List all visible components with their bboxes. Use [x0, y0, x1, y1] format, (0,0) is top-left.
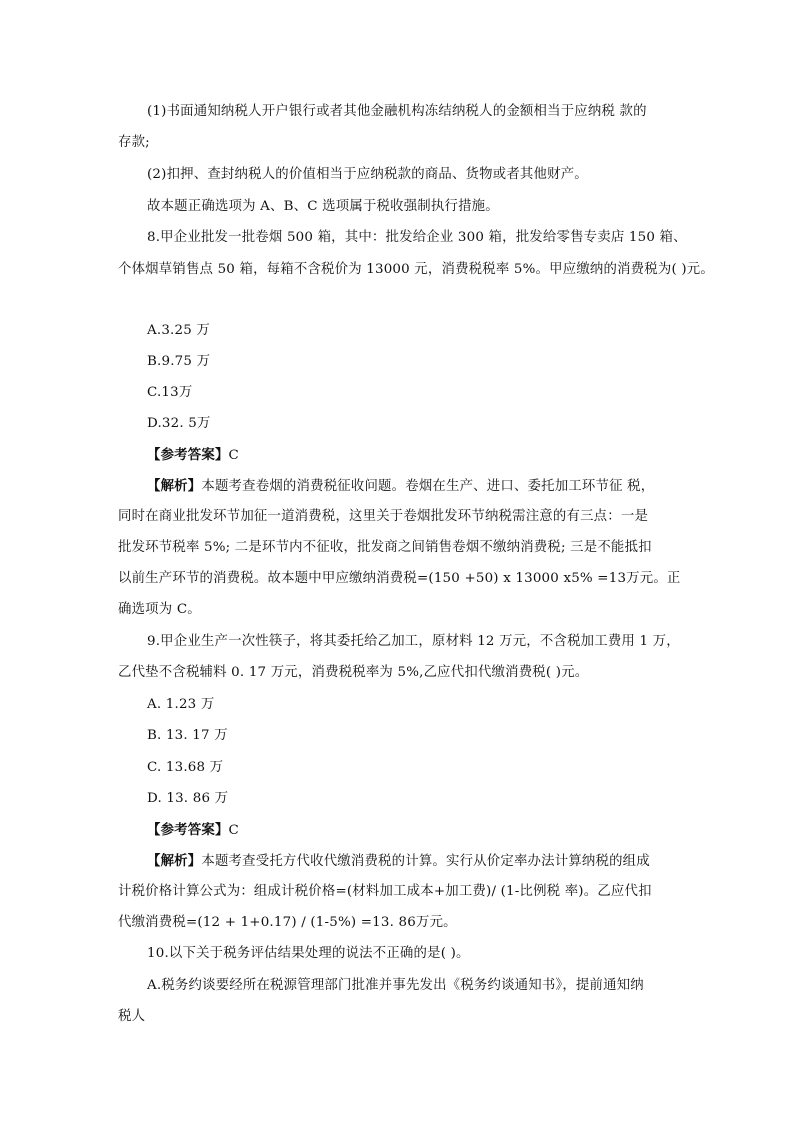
option-c: C.13万 [147, 385, 193, 400]
text-line: 存款; [118, 135, 150, 150]
question-10: 10.以下关于税务评估结果处理的说法不正确的是( )。 [147, 946, 470, 961]
answer-line [147, 446, 239, 465]
text-line: (2)扣押、查封纳税人的价值相当于应纳税款的商品、货物或者其他财产。 [147, 167, 588, 182]
text-line: 批发环节税率 5%; 二是环节内不征收，批发商之间销售卷烟不缴纳消费税; 三是不能抵扣 [118, 540, 652, 555]
text-line: 乙代垫不含税辅料 0. 17 万元，消费税税率为 5%,乙应代扣代缴消费税( )元。 [118, 665, 589, 680]
analysis-text: 本题考查卷烟的消费税征收问题。卷烟在生产、进口、委托加工环节征 税， [201, 479, 655, 494]
analysis-text: 本题考查受托方代收代缴消费税的计算。实行从价定率办法计算纳税的组成 [201, 854, 650, 869]
text-line: 以前生产环节的消费税。故本题中甲应缴纳消费税=(150 +50) x 13000 x5% =13万元。正 [118, 571, 681, 586]
text-line: 计税价格计算公式为：组成计税价格=(材料加工成本+加工费)/ (1-比例税 率)。乙应代扣 [118, 884, 652, 899]
analysis-label: 【解析】 [147, 853, 202, 869]
text-line: A.税务约谈要经所在税源管理部门批准并事先发出《税务约谈通知书》，提前通知纳 [147, 978, 644, 993]
option-d: D. 13. 86 万 [147, 791, 229, 806]
option-a: A.3.25 万 [147, 323, 210, 338]
option-a: A. 1.23 万 [147, 697, 215, 712]
question-9: 9.甲企业生产一次性筷子，将其委托给乙加工，原材料 12 万元，不含税加工费用 1 万， [147, 634, 680, 649]
answer-label: 【参考答案】 [147, 822, 229, 838]
answer-line [147, 821, 239, 840]
answer-value: C [228, 448, 239, 463]
question-8: 8.甲企业批发一批卷烟 500 箱，其中：批发给企业 300 箱，批发给零售专卖店 150 箱、 [147, 230, 687, 245]
text-line: (1)书面通知纳税人开户银行或者其他金融机构冻结纳税人的金额相当于应纳税 款的 [147, 104, 647, 119]
analysis-label: 【解析】 [147, 478, 202, 494]
answer-label: 【参考答案】 [147, 447, 229, 463]
analysis-line [147, 852, 650, 871]
text-line: 税人 [118, 1009, 146, 1024]
answer-value: C [228, 823, 239, 838]
option-c: C. 13.68 万 [147, 760, 224, 775]
text-line: 代缴消费税=(12 + 1+0.17) / (1-5%) =13. 86万元。 [118, 915, 457, 930]
option-b: B. 13. 17 万 [147, 728, 228, 743]
analysis-line [147, 477, 654, 496]
text-line: 故本题正确选项为 A、B、C 选项属于税收强制执行措施。 [147, 199, 499, 214]
text-line: 同时在商业批发环节加征一道消费税，这里关于卷烟批发环节纳税需注意的有三点：一是 [118, 509, 649, 524]
text-line: 确选项为 C。 [118, 602, 201, 617]
option-b: B.9.75 万 [147, 354, 211, 369]
option-d: D.32. 5万 [147, 416, 211, 431]
text-line: 个体烟草销售点 50 箱，每箱不含税价为 13000 元，消费税税率 5%。甲应缴纳的消费税为( )元。 [118, 262, 714, 277]
